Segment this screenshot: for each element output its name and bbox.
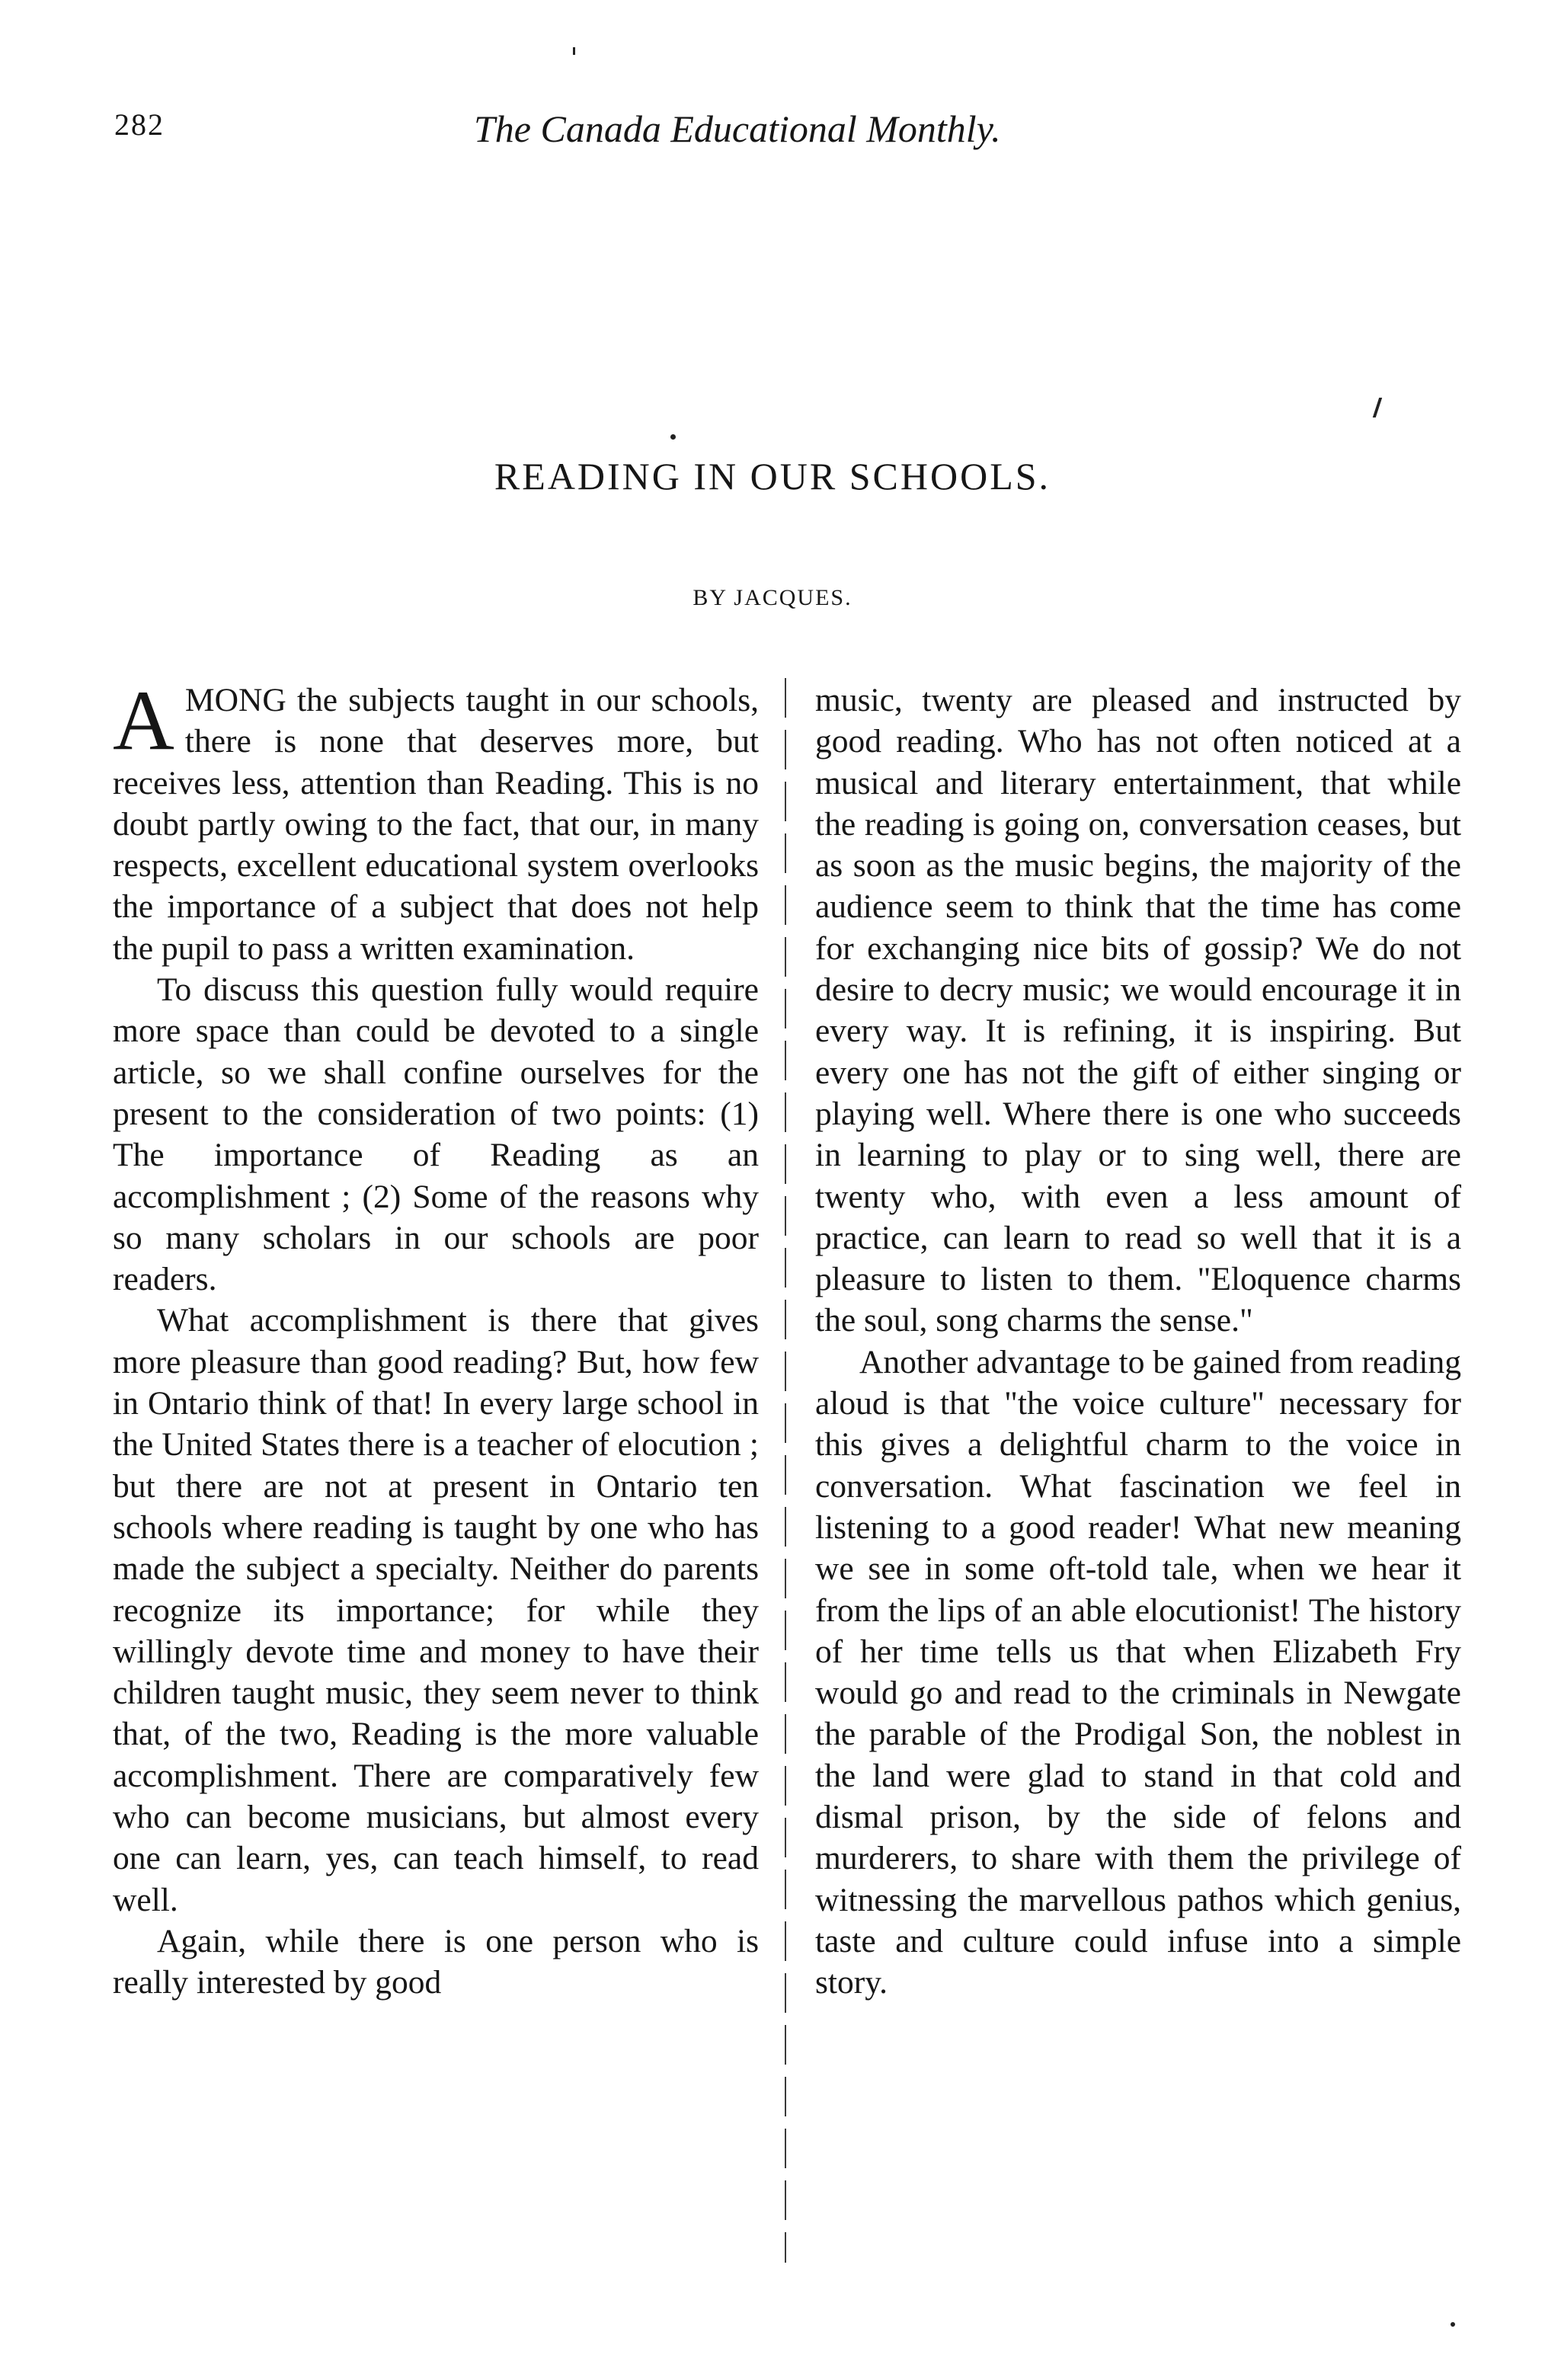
drop-cap: A <box>113 673 174 768</box>
paragraph: Another advantage to be gained from reading aloud is that "the voice culture" necessary for this gives a delightful charm to the voice in conversation. What fascination we feel in listening to a good reader! What new meaning we see in some oft-told tale, when we hear it from the lips of an able elocutionist! The history of her time tells us that when Elizabeth Fry would go and read to the criminals in Newgate the parable of the Prodigal Son, the noblest in the land were glad to stand in that cold and dismal prison, by the side of felons and murderers, to share with them the privilege of witnessing the marvellous pathos which genius, taste and culture could infuse into a simple story. <box>815 1343 1461 2001</box>
paragraph: Again, while there is one person who is really interested by good <box>113 1922 759 2001</box>
print-speck <box>1373 398 1382 417</box>
column-divider <box>785 678 786 2263</box>
running-head <box>114 107 1486 168</box>
article-title: READING IN OUR SCHOOLS. <box>494 455 1051 497</box>
page-number: 282 <box>114 107 165 142</box>
paragraph: music, twenty are pleased and instructed by good reading. Who has not often noticed at a musical and literary entertainment, that while the reading is going on, conversation ceases, but as soon as the music begins, the majority of the audience seem to think that the time has come for exchanging nice bits of gossip? We do not desire to decry music; we would encourage it in every way. It is refining, it is inspiring. But every one has not the gift of either singing or playing well. Where there is one who succeeds in learning to play or to sing well, there are twenty who, with even a less amount of practice, can learn to read so well that it is a pleasure to listen to them. "Eloquence charms the soul, song charms the sense." <box>815 682 1461 1339</box>
paragraph-text: MONG the subjects taught in our schools, there is none that deserves more, but receives less, attention than Reading. This is no doubt partly owing to the fact, that our, in many respects, excellent educational system overlooks the importance of a subject that does not help the pupil to pass a written examination. <box>113 682 759 967</box>
paragraph <box>113 673 759 969</box>
journal-title: The Canada Educational Monthly. <box>474 107 1001 150</box>
print-speck <box>1451 2322 1455 2327</box>
left-column <box>113 673 759 2249</box>
print-speck <box>573 47 575 55</box>
article-byline: BY JACQUES. <box>693 585 852 610</box>
right-column <box>815 680 1461 2249</box>
print-speck <box>670 434 676 440</box>
paragraph: What accomplishment is there that gives more pleasure than good reading? But, how few in Ontario think of that! In every large school in the United States there is a teacher of elocution ; but there are not at present in Ontario ten schools where reading is taught by one who has made the subject a specialty. Neither do parents recognize its importance; for while they willingly devote time and money to have their children taught music, they seem never to think that, of the two, Reading is the more valuable accomplishment. There are comparatively few who can become musicians, but almost every one can learn, yes, can teach himself, to read well. <box>113 1302 759 1918</box>
paragraph: To discuss this question fully would require more space than could be devoted to a single article, so we shall confine ourselves for the present to the consideration of two points: (1) The importance of Reading as an accomplishment ; (2) Some of the reasons why so many scholars in our schools are poor readers. <box>113 971 759 1298</box>
